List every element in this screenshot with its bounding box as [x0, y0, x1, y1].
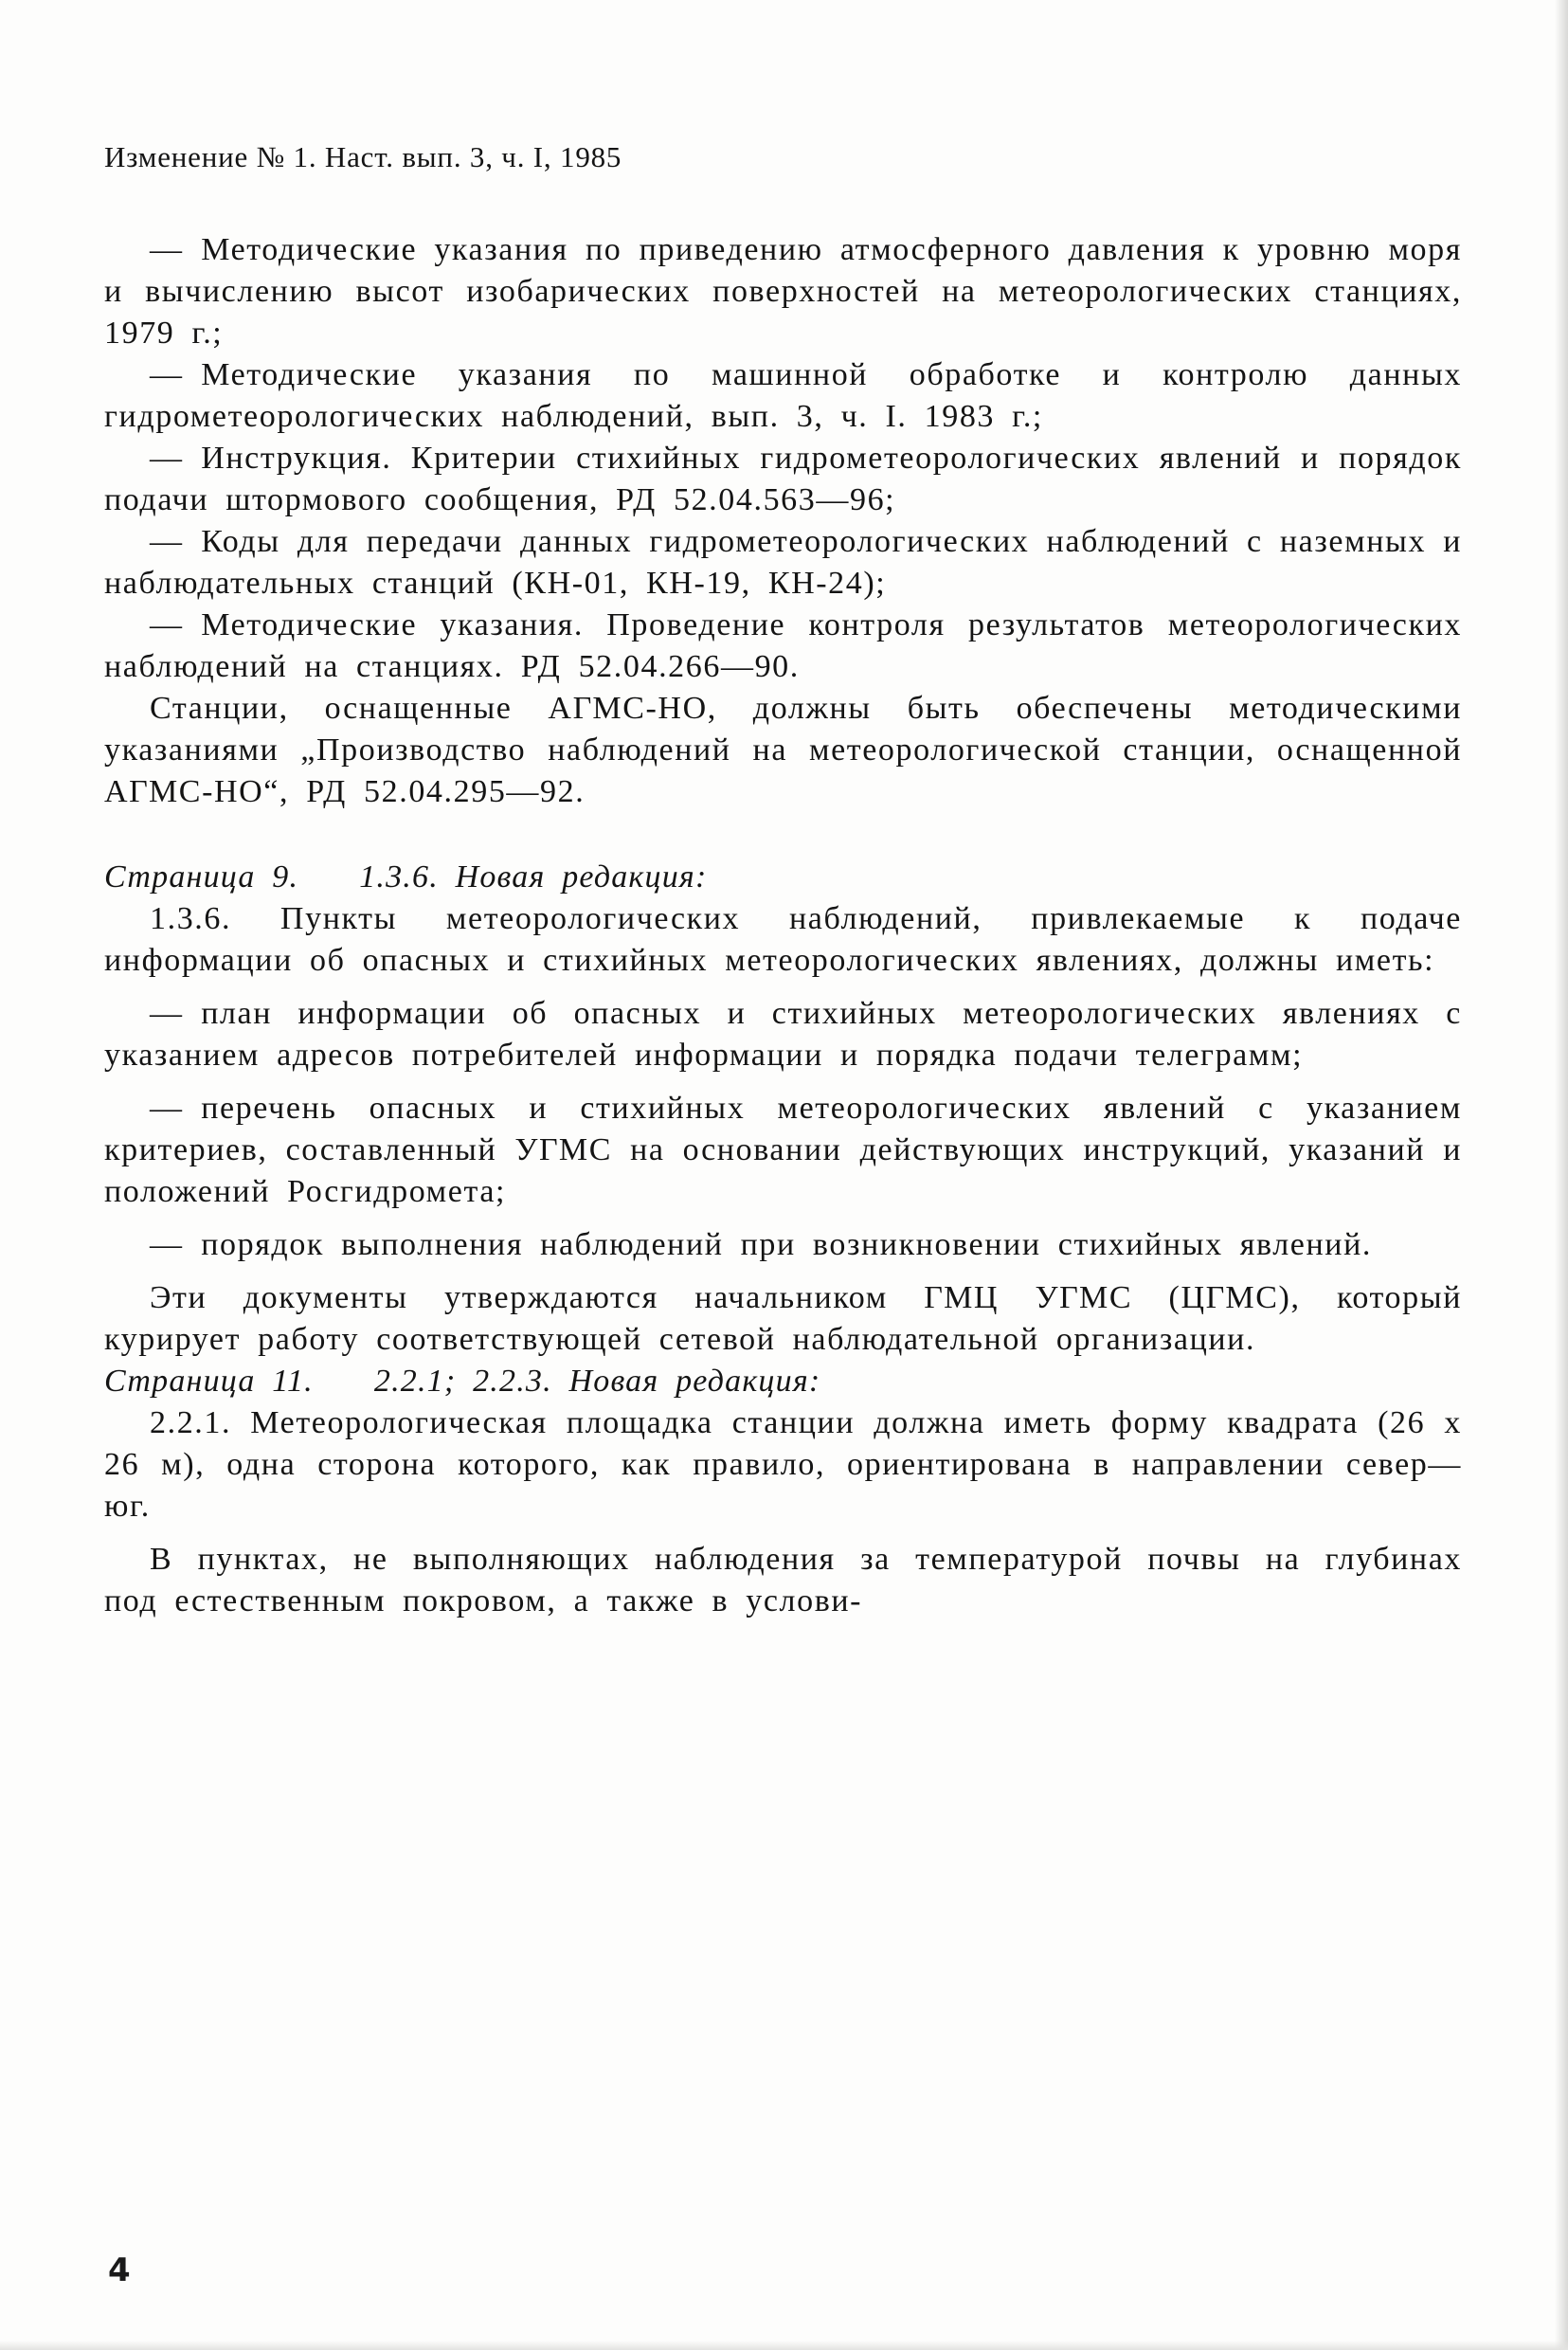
revision-heading [104, 857, 1462, 898]
revision-heading [104, 1361, 1462, 1402]
revision-heading-page-label: Страница 11. [104, 1364, 314, 1399]
paragraph-dash-item: — Методические указания по приведению атмосферного давления к уровню моря и вычислению высот изобарических поверхностей на метеорологических станциях, 1979 г.; [104, 232, 1462, 351]
paragraph-dash-item: — порядок выполнения наблюдений при возникновении стихийных явлений. [150, 1227, 1372, 1262]
paragraph-dash-item: — Методические указания. Проведение контроля результатов метеорологических наблюдений на станциях. РД 52.04.266—90. [104, 607, 1462, 684]
paragraph-dash-item: — перечень опасных и стихийных метеорологических явлений с указанием критериев, составленный УГМС на основании действующих инструкций, указаний и положений Росгидромета; [104, 1091, 1462, 1209]
paragraph-dash-item: — Инструкция. Критерии стихийных гидрометеорологических явлений и порядок подачи штормового сообщения, РД 52.04.563—96; [104, 441, 1462, 517]
page-number: 4 [108, 2251, 131, 2289]
revision-heading-section: 2.2.1; 2.2.3. Новая редакция: [373, 1364, 821, 1399]
paragraph-dash-item: — план информации об опасных и стихийных метеорологических явлениях с указанием адресов потребителей информации и порядка подачи телеграмм; [104, 996, 1462, 1073]
paragraph: Эти документы утверждаются начальником ГМЦ УГМС (ЦГМС), который курирует работу соответствующей сетевой наблюдательной организации. [104, 1280, 1462, 1357]
paragraph-dash-item: — Коды для передачи данных гидрометеорологических наблюдений с наземных и наблюдательных станций (КН-01, КН-19, КН-24); [104, 524, 1462, 601]
paragraph: 2.2.1. Метеорологическая площадка станции должна иметь форму квадрата (26 х 26 м), одна сторона которого, как правило, ориентирована в направлении север—юг. [104, 1405, 1462, 1524]
paragraph: 1.3.6. Пункты метеорологических наблюдений, привлекаемые к подаче информации об опасных и стихийных метеорологических явлениях, должны иметь: [104, 901, 1462, 978]
paragraph-dash-item: — Методические указания по машинной обработке и контролю данных гидрометеорологических наблюдений, вып. 3, ч. I. 1983 г.; [104, 357, 1462, 434]
revision-heading-page-label: Страница 9. [104, 859, 299, 895]
paragraph: В пунктах, не выполняющих наблюдения за температурой почвы на глубинах под естественным покровом, а также в услови- [104, 1542, 1462, 1618]
scan-edge-shadow-bottom [0, 2341, 1568, 2350]
scan-edge-shadow-right [1555, 0, 1568, 2350]
running-header: Изменение № 1. Наст. вып. 3, ч. I, 1985 [104, 140, 622, 173]
paragraph: Станции, оснащенные АГМС-НО, должны быть обеспечены методическими указаниями „Производство наблюдений на метеорологической станции, оснащенной АГМС-НО“, РД 52.04.295—92. [104, 691, 1462, 809]
document-body [104, 229, 1462, 1622]
revision-heading-section: 1.3.6. Новая редакция: [359, 859, 708, 895]
